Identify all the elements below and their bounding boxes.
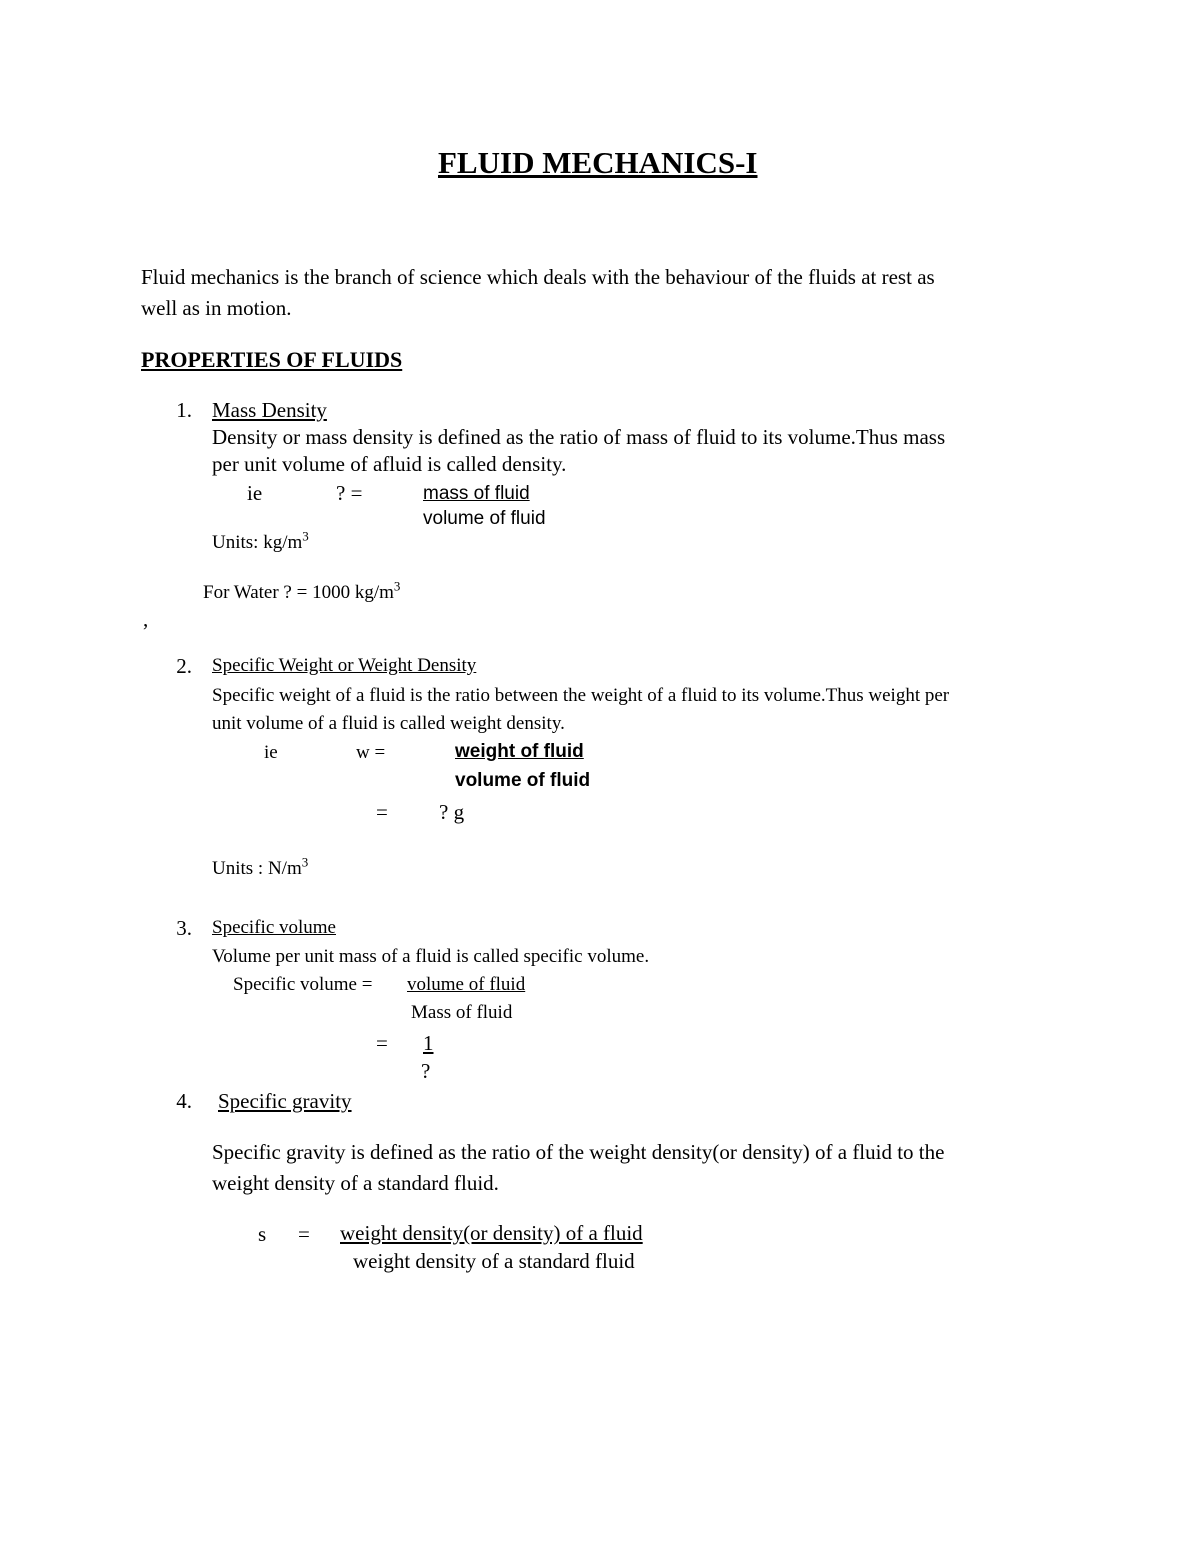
specific-volume-numerator: volume of fluid (407, 974, 526, 995)
item-number: 2. (176, 654, 192, 678)
intro-line-1: Fluid mechanics is the branch of science which deals with the behaviour of the fluids at rest as (141, 265, 935, 289)
item-number: 4. (176, 1089, 192, 1113)
specific-gravity-text-line-2: weight density of a standard fluid. (212, 1171, 499, 1195)
mass-density-ie: ie (247, 481, 263, 505)
mass-density-text-line-1: Density or mass density is defined as the ratio of mass of fluid to its volume.Thus mass (212, 425, 946, 449)
item-number: 3. (176, 916, 192, 940)
specific-weight-units-sup: 3 (301, 854, 309, 870)
specific-weight-units (212, 854, 309, 879)
specific-weight-ie: ie (264, 742, 278, 763)
specific-weight-units-text: Units : N/m (212, 858, 302, 879)
specific-volume-text-line-1: Volume per unit mass of a fluid is called specific volume. (212, 946, 650, 967)
water-density (203, 578, 401, 603)
mass-density-symbol-eq: ? = (336, 481, 363, 505)
mass-density-units (212, 528, 309, 553)
specific-volume-eq2-num: 1 (423, 1031, 434, 1055)
mass-density-units-sup: 3 (302, 528, 309, 544)
stray-comma: , (143, 607, 149, 631)
intro-line-2: well as in motion. (141, 296, 292, 320)
item-heading-specific-volume: Specific volume (212, 917, 336, 938)
water-density-sup: 3 (393, 578, 401, 594)
specific-weight-text-line-2: unit volume of a fluid is called weight density. (212, 713, 565, 734)
section-heading: PROPERTIES OF FLUIDS (141, 347, 403, 372)
specific-volume-denominator: Mass of fluid (411, 1002, 513, 1023)
specific-gravity-text-line-1: Specific gravity is defined as the ratio of the weight density(or density) of a fluid to the (212, 1140, 945, 1164)
water-density-text: For Water ? = 1000 kg/m (203, 582, 394, 603)
specific-gravity-lhs: s (258, 1222, 267, 1246)
mass-density-text-line-2: per unit volume of afluid is called density. (212, 452, 567, 476)
mass-density-denominator: volume of fluid (423, 508, 546, 529)
mass-density-numerator: mass of fluid (423, 483, 530, 504)
specific-weight-denominator: volume of fluid (455, 770, 591, 791)
item-heading-specific-weight: Specific Weight or Weight Density (212, 655, 477, 676)
specific-weight-numerator: weight of fluid (455, 741, 584, 762)
specific-volume-eq2: = (376, 1031, 388, 1055)
specific-weight-eq2: = (376, 800, 388, 824)
specific-weight-symbol-eq: w = (356, 742, 386, 763)
specific-weight-eq2-rhs: ? g (439, 800, 465, 824)
mass-density-units-text: Units: kg/m (212, 532, 303, 553)
item-heading-specific-gravity: Specific gravity (218, 1089, 352, 1113)
specific-volume-eq2-den: ? (421, 1059, 431, 1083)
page-title: FLUID MECHANICS-I (438, 145, 758, 180)
specific-gravity-eq: = (298, 1222, 310, 1246)
specific-gravity-numerator: weight density(or density) of a fluid (340, 1221, 643, 1245)
item-heading-mass-density: Mass Density (212, 398, 327, 422)
item-number: 1. (176, 398, 192, 422)
specific-gravity-denominator: weight density of a standard fluid (353, 1249, 635, 1273)
specific-weight-text-line-1: Specific weight of a fluid is the ratio between the weight of a fluid to its volume.Thus weight per (212, 685, 950, 706)
specific-volume-lhs: Specific volume = (233, 974, 373, 995)
